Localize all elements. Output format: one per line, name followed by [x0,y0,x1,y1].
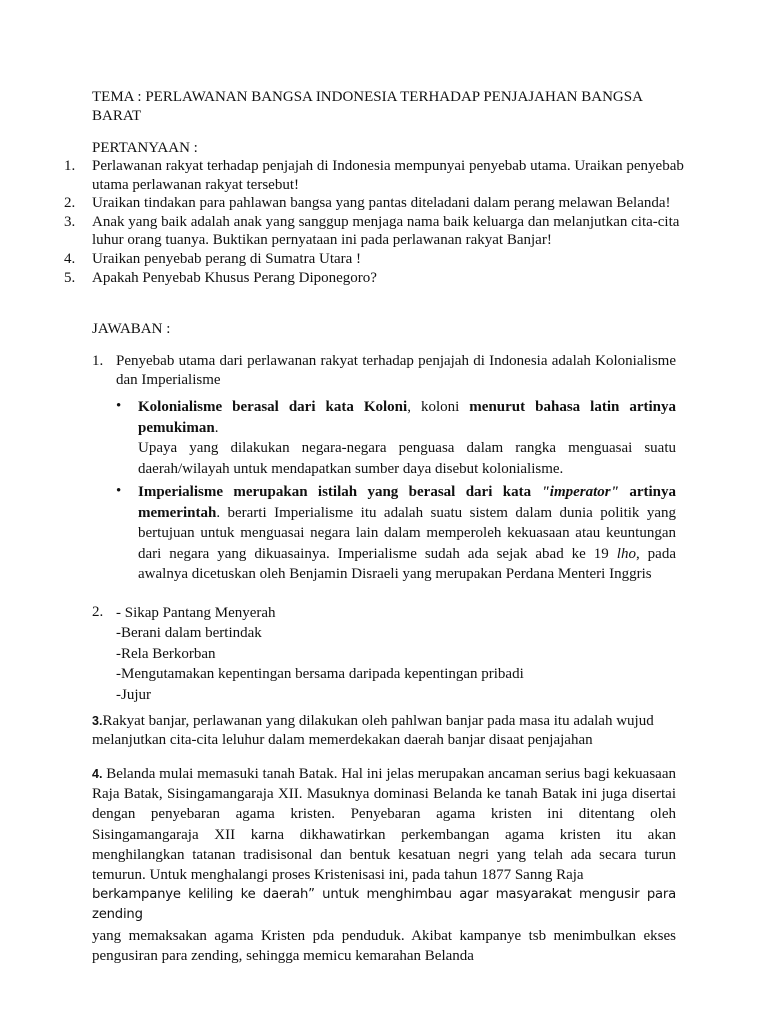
answer-2 [92,603,676,705]
question-item [64,250,684,269]
answers-label: JAWABAN : [92,321,171,337]
bullet-kolonialisme-text [138,397,676,479]
document-title: TEMA : PERLAWANAN BANGSA INDONESIA TERHADAP PENJAJAHAN BANGSA BARAT [92,89,643,124]
question-item [64,213,684,250]
question-item [64,157,684,194]
question-text: Uraikan tindakan para pahlawan bangsa yang pantas diteladani dalam perang melawan Belanda! [92,195,671,212]
question-number: 3. [64,213,76,230]
bullet-imperialisme-text [138,482,676,585]
text: , koloni [407,399,470,416]
answer-number: 4. [92,767,103,781]
answer-2-line: -Mengutamakan kepentingan bersama daripada kepentingan pribadi [116,666,524,683]
question-list [64,157,684,287]
text: . [214,419,219,436]
question-text: Apakah Penyebab Khusus Perang Diponegoro? [92,269,377,286]
italic-text: lho [616,545,636,562]
question-number: 5. [64,269,76,286]
bold-text: menurut bahasa latin artinya pemukiman [138,399,676,436]
answer-number: 3. [92,714,103,728]
answer-1-intro: Penyebab utama dari perlawanan rakyat terhadap penjajah di Indonesia adalah Kolonialisme dan Imperialisme [116,353,676,388]
answer-4-text-end: yang memaksakan agama Kristen pda penduduk. Akibat kampanye tsb menimbulkan ekses pengusiran para zending, sehingga memicu kemarahan Belanda [92,927,676,964]
bold-italic-text: "imperator" [541,484,619,501]
question-item [64,194,684,213]
answer-4-text-alt-font: berkampanye keliling ke daerah” untuk menghimbau agar masyarakat mengusir para zending [92,887,676,923]
questions-label: PERTANYAAN : [92,140,198,156]
answer-2-line: -Rela Berkorban [116,645,216,662]
question-number: 1. [64,158,76,174]
text: , pada awalnya dicetuskan oleh Benjamin Disraeli yang merupakan Perdana Menteri Inggris [138,545,676,583]
text: . berarti Imperialisme itu adalah suatu sistem dalam dunia politik yang bertujuan untuk menguasai negara lain dalam memperoleh kekuasaan atau keuntungan dari negara yang dikuasainya. Imperialisme sudah ada sejak abad ke 19 [138,504,676,562]
answer-1-intro-row [92,352,676,389]
answer-4-text: Belanda mulai memasuki tanah Batak. Hal ini jelas merupakan ancaman serius bagi kekuasaan Raja Batak, Sisingamangaraja XII. Masuknya dominasi Belanda ke tanah Batak ini juga disertai dengan penyebaran agama kristen. Penyebaran agama kristen ini ditentang oleh Sisingamangaraja XII karna dikhawatirkan perkembangan agama kristen itu akan menghilangkan tatanan tradisisonal dan bentuk kesatuan negri yang telah ada secara turun temurun. Untuk menghalangi proses Kristenisasi ini, pada tahun 1877 Sanng Raja [92,766,676,884]
question-text: Uraikan penyebab perang di Sumatra Utara ! [92,250,362,267]
answer-1 [92,352,676,585]
bullet-icon: • [116,483,122,500]
question-text: Perlawanan rakyat terhadap penjajah di Indonesia mempunyai penyebab utama. Uraikan penyebab utama perlawanan rakyat tersebut! [92,158,684,193]
answer-number: 1. [92,353,104,369]
answer-number: 2. [92,604,104,620]
answer-3 [92,712,676,749]
answer-2-line: -Jujur [116,686,151,703]
bullet-icon: • [116,398,122,415]
kolonialisme-paragraph: Upaya yang dilakukan negara-negara penguasa dalam rangka menguasai suatu daerah/wilayah untuk mendapatkan sumber daya disebut kolonialisme. [138,440,676,477]
question-number: 2. [64,195,76,212]
answer-2-line: -Berani dalam bertindak [116,625,262,642]
bold-text: artinya memerintah [138,484,676,521]
answer-4 [92,764,676,966]
bold-text: Kolonialisme berasal dari kata Koloni [138,399,408,416]
question-item [64,269,684,288]
bold-text: Imperialisme merupakan istilah yang berasal dari kata [138,484,542,501]
question-text: Anak yang baik adalah anak yang sanggup menjaga nama baik keluarga dan melanjutkan cita-cita luhur orang tuanya. Buktikan pernyataan ini pada perlawanan rakyat Banjar! [92,213,680,249]
question-number: 4. [64,250,76,267]
answer-2-row [92,603,676,705]
bullet-imperialisme [92,482,676,585]
answer-2-lines [116,603,676,705]
bullet-kolonialisme [92,397,676,479]
answer-3-text: Rakyat banjar, perlawanan yang dilakukan oleh pahlwan banjar pada masa itu adalah wujud melanjutkan cita-cita leluhur dalam memerdekakan daerah banjar disaat penjajahan [92,713,654,748]
answer-2-line: - Sikap Pantang Menyerah [116,605,276,621]
